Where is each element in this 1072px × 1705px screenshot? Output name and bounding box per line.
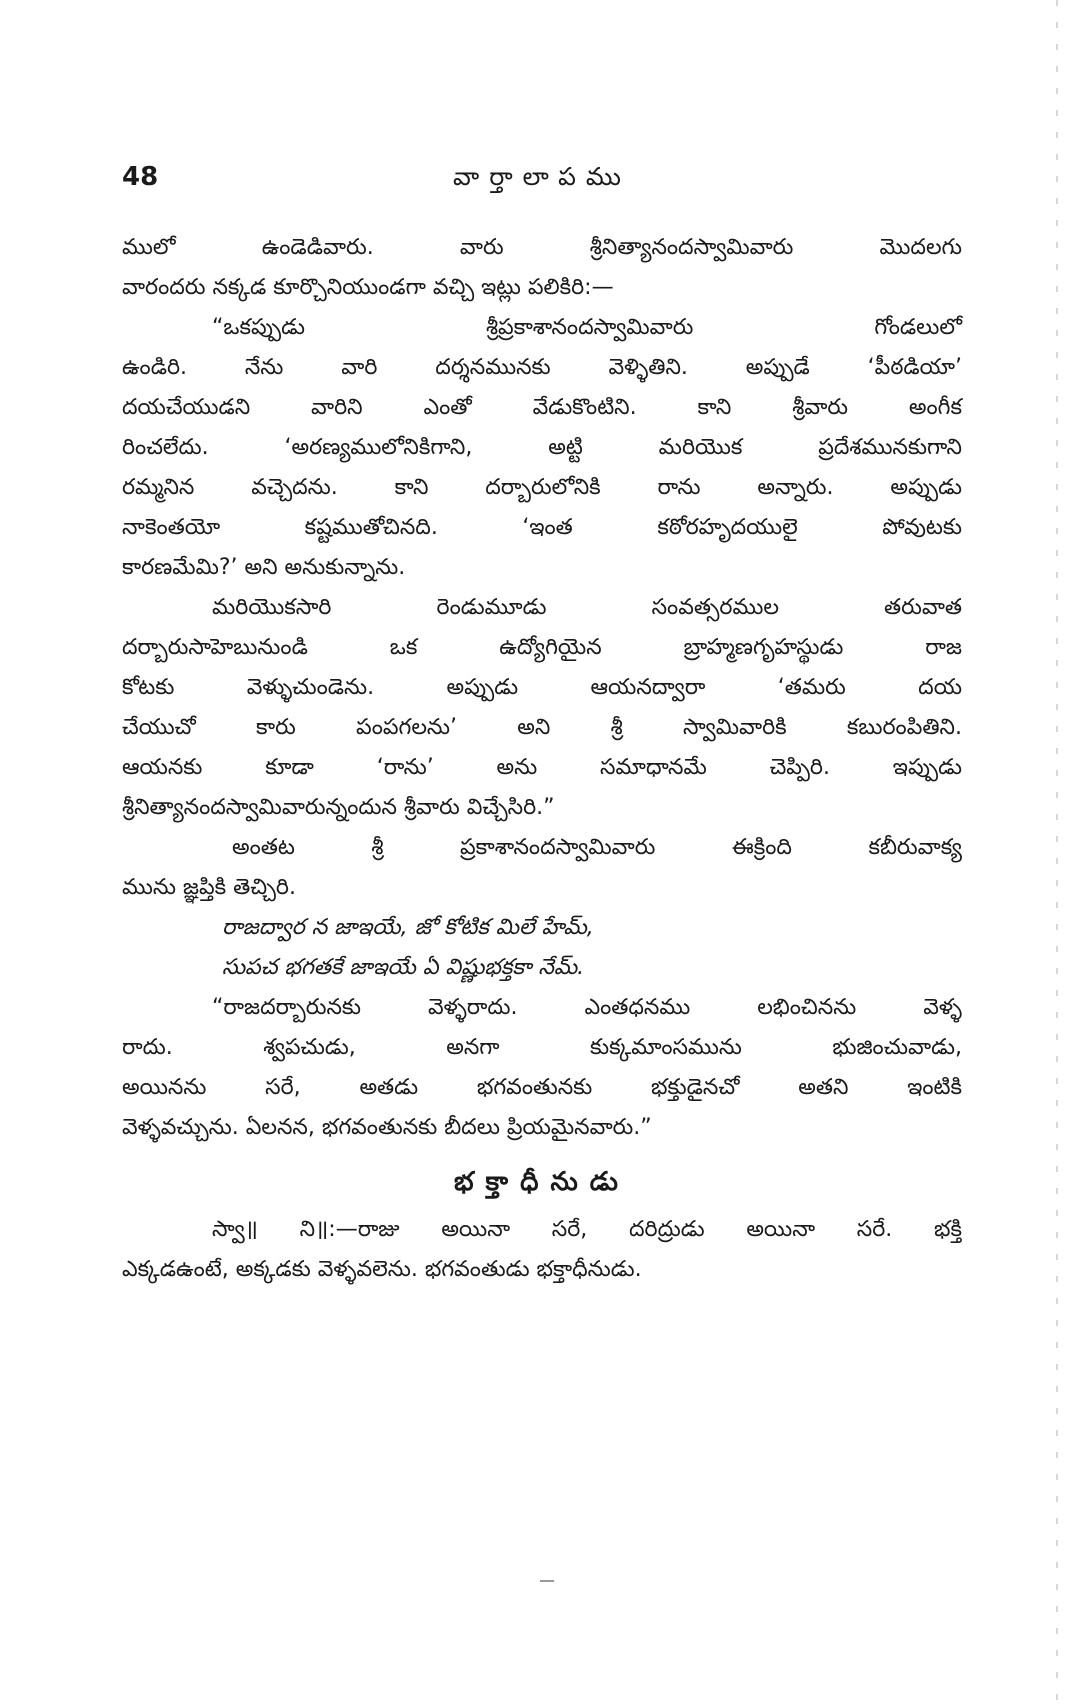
text-line: “రాజదర్బారునకు వెళ్ళరాదు. ఎంతధనము లభించినను వెళ్ళ — [212, 995, 962, 1020]
text-line: ములో ఉండెడివారు. వారు శ్రీనిత్యానందస్వామివారు మొదలగు — [122, 235, 962, 260]
verse-line: రాజద్వార న జాఇయే, జో కోటిక మిలే హేమ్, — [222, 915, 594, 940]
text-line: వారందరు నక్కడ కూర్చొనియుండగా వచ్చి ఇట్లు పలికిరి:— — [122, 275, 614, 300]
text-line: కారణమేమి?’ అని అనుకున్నాను. — [122, 555, 406, 580]
footer-mark — [540, 1580, 554, 1582]
text-line: నాకెంతయో కష్టముతోచినది. ‘ఇంత కఠోరహృదయులై పోవుటకు — [122, 515, 962, 540]
text-line: రించలేదు. ‘అరణ్యములోనికిగాని, అట్టి మరియొక ప్రదేశమునకుగాని — [122, 435, 962, 460]
text-line: అయినను సరే, అతడు భగవంతునకు భక్తుడైనచో అతని ఇంటికి — [122, 1075, 962, 1100]
text-line: దయచేయుడని వారిని ఎంతో వేడుకొంటిని. కాని శ్రీవారు అంగీక — [122, 395, 962, 420]
text-line: మును జ్ఞప్తికి తెచ్చిరి. — [122, 875, 296, 900]
text-line: దర్బారుసాహెబునుండి ఒక ఉద్యోగియైన బ్రాహ్మణగృహస్థుడు రాజ — [122, 635, 962, 660]
text-line: అంతట శ్రీ ప్రకాశానందస్వామివారు ఈక్రింది కబీరువాక్య — [232, 835, 962, 860]
text-line: రాదు. శ్వపచుడు, అనగా కుక్కమాంసమును భుజించువాడు, — [122, 1035, 962, 1060]
text-line: ఎక్కడఉంటే, అక్కడకు వెళ్ళవలెను. భగవంతుడు భక్తాధీనుడు. — [122, 1257, 642, 1282]
body-text — [122, 228, 962, 1290]
page-header — [122, 162, 962, 202]
text-line: “ఒకప్పుడు శ్రీప్రకాశానందస్వామివారు గోండలులో — [212, 315, 962, 340]
text-line: మరియొకసారి రెండుమూడు సంవత్సరముల తరువాత — [212, 595, 962, 620]
scan-edge-marks — [1056, 0, 1058, 1705]
text-line: శ్రీనిత్యానందస్వామివారున్నందున శ్రీవారు విచ్చేసిరి.” — [122, 795, 555, 820]
page-number: 48 — [122, 162, 159, 192]
text-line: వెళ్ళవచ్చును. ఏలనన, భగవంతునకు బీదలు ప్రియమైనవారు.” — [122, 1115, 652, 1140]
text-line: స్వా॥ ని॥:—రాజు అయినా సరే, దరిద్రుడు అయినా సరే. భక్తి — [212, 1217, 962, 1242]
text-line: ఆయనకు కూడా ‘రాను’ అను సమాధానమే చెప్పిరి. ఇప్పుడు — [122, 755, 962, 780]
running-title: వార్తాలాపము — [453, 162, 631, 191]
text-line: రమ్మనిన వచ్చెదను. కాని దర్బారులోనికి రాను అన్నారు. అప్పుడు — [122, 475, 962, 500]
text-line: చేయుచో కారు పంపగలను’ అని శ్రీ స్వామివారికి కబురంపితిని. — [122, 715, 962, 740]
text-line: కోటకు వెళ్ళుచుండెను. అప్పుడు ఆయనద్వారా ‘తమరు దయ — [122, 675, 962, 700]
text-line: ఉండిరి. నేను వారి దర్శనమునకు వెళ్ళితిని. అప్పుడే ‘పీఠడియా’ — [122, 355, 962, 380]
verse-line: సుపచ భగతకే జాఇయే ఏ విష్ణుభక్తకా నేమ్. — [222, 955, 585, 980]
section-heading: భక్తాధీనుడు — [454, 1167, 630, 1197]
